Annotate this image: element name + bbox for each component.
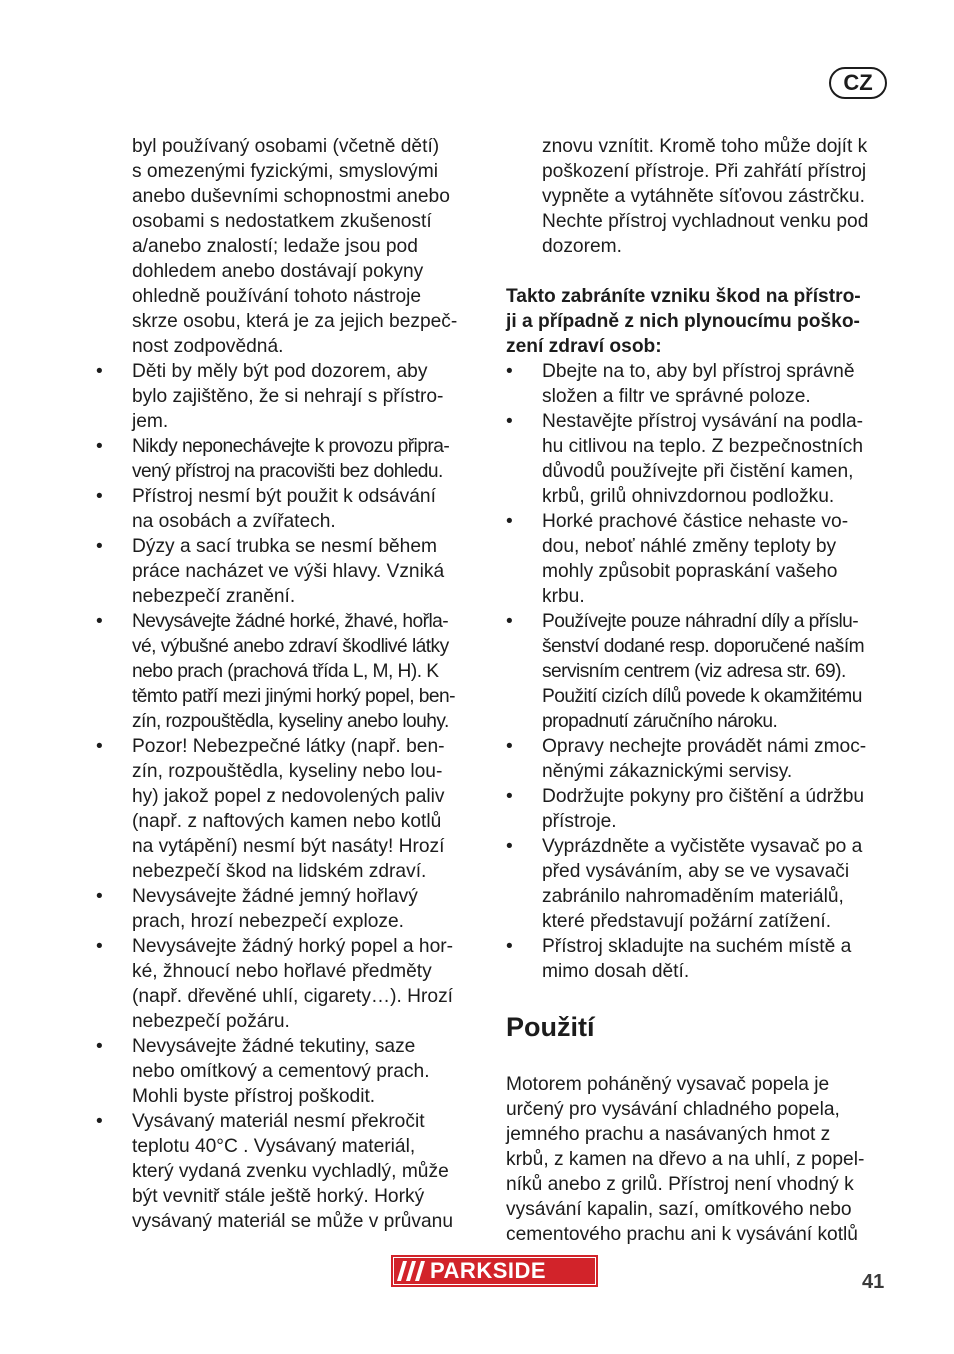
text-line: složen a filtr ve správné poloze. [542, 386, 811, 407]
text-line: znovu vznítit. Kromě toho může dojít k [542, 136, 868, 157]
left-column [96, 134, 481, 1234]
text-line: vypněte a vytáhněte síťovou zástrčku. [542, 186, 865, 207]
text-line: anebo duševními schopnostmi anebo [132, 186, 450, 207]
text-line: šenství dodané resp. doporučené naším [542, 636, 865, 657]
bullet-icon: • [96, 1111, 103, 1132]
text-line: nebo prach (prachová třída L, M, H). K [132, 661, 439, 682]
text-line: vysávaný materiál se může v průvanu [132, 1211, 453, 1232]
text-line: Vysávaný materiál nesmí překročit [132, 1111, 425, 1132]
list-item [96, 434, 481, 484]
text-line: Nevysávejte žádné jemný hořlavý [132, 886, 418, 907]
text-line: Dýzy a sací trubka se nesmí během [132, 536, 437, 557]
list-item [506, 609, 892, 734]
damage-prevention-subheading [506, 284, 892, 359]
bullet-icon: • [506, 736, 513, 757]
list-item [96, 1109, 481, 1234]
text-line: Používejte pouze náhradní díly a příslu- [542, 611, 859, 632]
logo-slashes-icon [394, 1258, 430, 1284]
page-number: 41 [862, 1271, 885, 1293]
text-line: bylo zajištěno, že si nehrají s přístro- [132, 386, 444, 407]
text-line: Pozor! Nebezpečné látky (např. ben- [132, 736, 445, 757]
text-line: nebezpečí zranění. [132, 586, 296, 607]
text-line: vysávání kapalin, sazí, omítkového nebo [506, 1199, 852, 1220]
text-line: krbu. [542, 586, 585, 607]
safety-bullet-list [96, 359, 481, 1234]
bullet-icon: • [96, 611, 103, 632]
text-line: důvodů používejte při čistění kamen, [542, 461, 854, 482]
list-item [506, 509, 892, 609]
text-line: něnými zákaznickými servisy. [542, 761, 793, 782]
text-line: propadnutí záručního nároku. [542, 711, 778, 732]
text-line: Přístroj nesmí být použit k odsávání [132, 486, 436, 507]
list-item [96, 934, 481, 1034]
text-line: na vytápění) nesmí být nasáty! Hrozí [132, 836, 445, 857]
text-line: servisním centrem (viz adresa str. 69). [542, 661, 846, 682]
text-line: Takto zabráníte vzniku škod na přístro- [506, 286, 861, 307]
text-line: (např. z naftových kamen nebo kotlů [132, 811, 442, 832]
text-line: přístroje. [542, 811, 617, 832]
bullet-icon: • [96, 536, 103, 557]
text-line: ké, žhnoucí nebo hořlavé předměty [132, 961, 432, 982]
text-line: jemného prachu a nasávaných hmot z [506, 1124, 831, 1145]
text-line: které představují požární zatížení. [542, 911, 832, 932]
text-line: ohledně používání tohoto nástroje [132, 286, 422, 307]
list-item [506, 734, 892, 784]
text-line: být vevnitř stále ještě horký. Horký [132, 1186, 425, 1207]
section-title: Použití [506, 1012, 595, 1042]
language-badge: CZ [829, 67, 887, 99]
list-item [96, 609, 481, 734]
logo-text: PARKSIDE [430, 1258, 547, 1283]
text-line: nebezpečí požáru. [132, 1011, 290, 1032]
bullet-icon: • [506, 936, 513, 957]
parkside-logo [391, 1255, 598, 1287]
list-item [506, 784, 892, 834]
text-line: který vydaná zvenku vychladlý, může [132, 1161, 449, 1182]
bullet-icon: • [96, 361, 103, 382]
text-line: před vysáváním, aby se ve vysavači [542, 861, 850, 882]
text-line: nebo omítkový a cementový prach. [132, 1061, 430, 1082]
list-item [96, 734, 481, 884]
text-line: krbů, z kamen na dřevo a na uhlí, z popel- [506, 1149, 865, 1170]
text-line: nost zodpovědná. [132, 336, 284, 357]
bullet-icon: • [96, 1036, 103, 1057]
text-line: zení zdraví osob: [506, 336, 662, 357]
text-line: vé, výbušné anebo zdraví škodlivé látky [132, 636, 449, 657]
text-line: (např. dřevěné uhlí, cigarety…). Hrozí [132, 986, 453, 1007]
list-item [96, 484, 481, 534]
bullet-icon: • [96, 936, 103, 957]
text-line: byl používaný osobami (včetně dětí) [132, 136, 440, 157]
text-line: poškození přístroje. Při zahřátí přístroj [542, 161, 867, 182]
list-item [96, 1034, 481, 1109]
text-line: zabránilo nahromaděním materiálů, [542, 886, 844, 907]
text-line: jem. [132, 411, 169, 432]
list-item [96, 359, 481, 434]
list-item [506, 834, 892, 934]
text-line: dohledem anebo dostávají pokyny [132, 261, 424, 282]
text-line: Použití cizích dílů povede k okamžitému [542, 686, 862, 707]
text-line: hy) jakož popel z nedovolených paliv [132, 786, 445, 807]
intro-text [132, 134, 481, 359]
right-column [506, 134, 892, 1247]
text-line: mimo dosah dětí. [542, 961, 690, 982]
bullet-icon: • [96, 736, 103, 757]
text-line: Nechte přístroj vychladnout venku pod [542, 211, 869, 232]
list-item [506, 359, 892, 409]
text-line: Opravy nechejte provádět námi zmoc- [542, 736, 867, 757]
text-line: zín, rozpouštědla, kyseliny nebo lou- [132, 761, 443, 782]
text-line: zín, rozpouštědla, kyseliny anebo louhy. [132, 711, 449, 732]
bullet-icon: • [96, 486, 103, 507]
text-line: cementového prachu ani k vysávání kotlů [506, 1224, 858, 1245]
text-line: práce nacházet ve výši hlavy. Vzniká [132, 561, 445, 582]
text-line: Mohli byste přístroj poškodit. [132, 1086, 376, 1107]
text-line: krbů, grilů ohnivzdornou podložku. [542, 486, 835, 507]
bullet-icon: • [96, 436, 103, 457]
text-line: vený přístroj na pracovišti bez dohledu. [132, 461, 443, 482]
continuation-text [542, 134, 892, 259]
text-line: hu citlivou na teplo. Z bezpečnostních [542, 436, 864, 457]
text-line: nebezpečí škod na lidském zdraví. [132, 861, 427, 882]
bullet-icon: • [506, 786, 513, 807]
text-line: Dodržujte pokyny pro čištění a údržbu [542, 786, 865, 807]
bullet-icon: • [96, 886, 103, 907]
list-item [506, 409, 892, 509]
damage-prevention-bullet-list [506, 359, 892, 984]
text-line: teplotu 40°C . Vysávaný materiál, [132, 1136, 416, 1157]
usage-paragraph [506, 1072, 892, 1247]
text-line: Nestavějte přístroj vysávání na podla- [542, 411, 864, 432]
text-line: mohly způsobit popraskání vašeho [542, 561, 838, 582]
text-line: prach, hrozí nebezpečí exploze. [132, 911, 404, 932]
text-line: dozorem. [542, 236, 622, 257]
text-line: ji a případně z nich plynoucímu poško- [506, 311, 860, 332]
text-line: Nevysávejte žádný horký popel a hor- [132, 936, 454, 957]
bullet-icon: • [506, 511, 513, 532]
text-line: Děti by měly být pod dozorem, aby [132, 361, 428, 382]
text-line: a/anebo znalostí; ledaže jsou pod [132, 236, 418, 257]
list-item [96, 534, 481, 609]
text-line: Nevysávejte žádné horké, žhavé, hořla- [132, 611, 449, 632]
bullet-icon: • [506, 361, 513, 382]
list-item [96, 884, 481, 934]
text-line: Dbejte na to, aby byl přístroj správně [542, 361, 855, 382]
logo-frame [393, 1257, 596, 1285]
text-line: níků anebo z grilů. Přístroj není vhodný k [506, 1174, 854, 1195]
text-line: dou, neboť náhlé změny teploty by [542, 536, 837, 557]
text-line: osobami s nedostatkem zkušeností [132, 211, 432, 232]
bullet-icon: • [506, 411, 513, 432]
bullet-icon: • [506, 836, 513, 857]
text-line: Nevysávejte žádné tekutiny, saze [132, 1036, 416, 1057]
text-line: skrze osobu, která je za jejich bezpeč- [132, 311, 458, 332]
list-item [506, 934, 892, 984]
text-line: na osobách a zvířatech. [132, 511, 336, 532]
text-line: Motorem poháněný vysavač popela je [506, 1074, 830, 1095]
text-line: těmto patří mezi jinými horký popel, ben- [132, 686, 455, 707]
text-line: určený pro vysávání chladného popela, [506, 1099, 840, 1120]
bullet-icon: • [506, 611, 513, 632]
text-line: Přístroj skladujte na suchém místě a [542, 936, 852, 957]
text-line: Horké prachové částice nehaste vo- [542, 511, 849, 532]
text-line: s omezenými fyzickými, smyslovými [132, 161, 438, 182]
text-line: Vyprázdněte a vyčistěte vysavač po a [542, 836, 863, 857]
text-line: Nikdy neponechávejte k provozu připra- [132, 436, 450, 457]
